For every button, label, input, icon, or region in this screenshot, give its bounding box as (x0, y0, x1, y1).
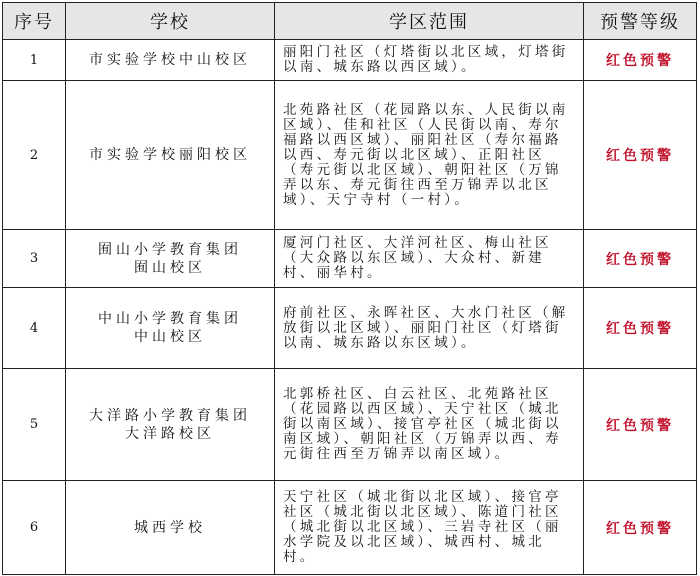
row-district: 丽阳门社区（灯塔街以北区域，灯塔街以南、城东路以西区域）。 (275, 40, 584, 81)
row-school (66, 40, 275, 81)
header-index: 序号 (3, 3, 66, 40)
warning-level: 红色预警 (584, 481, 697, 575)
table-row (3, 369, 697, 481)
header-level: 预警等级 (584, 3, 697, 40)
row-district: 北郭桥社区、白云社区、北苑路社区（花园路以西区域）、天宁社区（城北街以南区域）、接官亭社区（城北街以南区域）、朝阳社区（万锦弄以西、寿元街往西至万锦弄以南区域）。 (275, 369, 584, 481)
table-row (3, 288, 697, 369)
school-name: 市实验学校丽阳校区 (89, 147, 251, 163)
header-row (3, 3, 697, 40)
row-index: 4 (3, 288, 66, 369)
warning-level: 红色预警 (584, 40, 697, 81)
school-name: 城西学校 (134, 519, 206, 536)
table-row (3, 81, 697, 230)
table-row (3, 40, 697, 81)
row-index: 1 (3, 40, 66, 81)
row-school (66, 81, 275, 230)
row-index: 5 (3, 369, 66, 481)
header-school: 学校 (66, 3, 275, 40)
row-school (66, 369, 275, 481)
warning-level: 红色预警 (584, 81, 697, 230)
warning-level: 红色预警 (584, 288, 697, 369)
row-district: 厦河门社区、大洋河社区、梅山社区（大众路以东区域）、大众村、新建村、丽华村。 (275, 230, 584, 288)
table-row (3, 230, 697, 288)
row-district: 北苑路社区（花园路以东、人民街以南区域）、佳和社区（人民街以南、寿尔福路以西区域）、丽阳社区（寿尔福路以西、寿元街以北区域）、正阳社区（寿元街以北区域）、朝阳社区（万锦弄以东、寿元街往西至万锦弄以北区域）、天宁寺村（一村）。 (275, 81, 584, 230)
warning-level: 红色预警 (584, 369, 697, 481)
warning-level: 红色预警 (584, 230, 697, 288)
school-campus: 囿山校区 (134, 259, 206, 276)
school-name: 中山小学教育集团 (98, 311, 242, 327)
row-school (66, 481, 275, 575)
school-name: 大洋路小学教育集团 (89, 407, 251, 424)
school-campus: 中山校区 (134, 329, 206, 345)
row-school (66, 288, 275, 369)
row-index: 3 (3, 230, 66, 288)
row-district: 天宁社区（城北街以北区域）、接官亭社区（城北街以北区域）、陈道门社区（城北街以北区域）、三岩寺社区（丽水学院及以北区域）、城西村、城北村。 (275, 481, 584, 575)
row-district: 府前社区、永晖社区、大水门社区（解放街以北区域）、丽阳门社区（灯塔街以南、城东路以东区域）。 (275, 288, 584, 369)
school-campus: 大洋路校区 (125, 425, 215, 442)
school-name: 市实验学校中山校区 (89, 52, 251, 68)
row-index: 2 (3, 81, 66, 230)
warning-table (2, 2, 697, 575)
row-index: 6 (3, 481, 66, 575)
table-row (3, 481, 697, 575)
row-school (66, 230, 275, 288)
header-district: 学区范围 (275, 3, 584, 40)
school-name: 囿山小学教育集团 (98, 241, 242, 258)
